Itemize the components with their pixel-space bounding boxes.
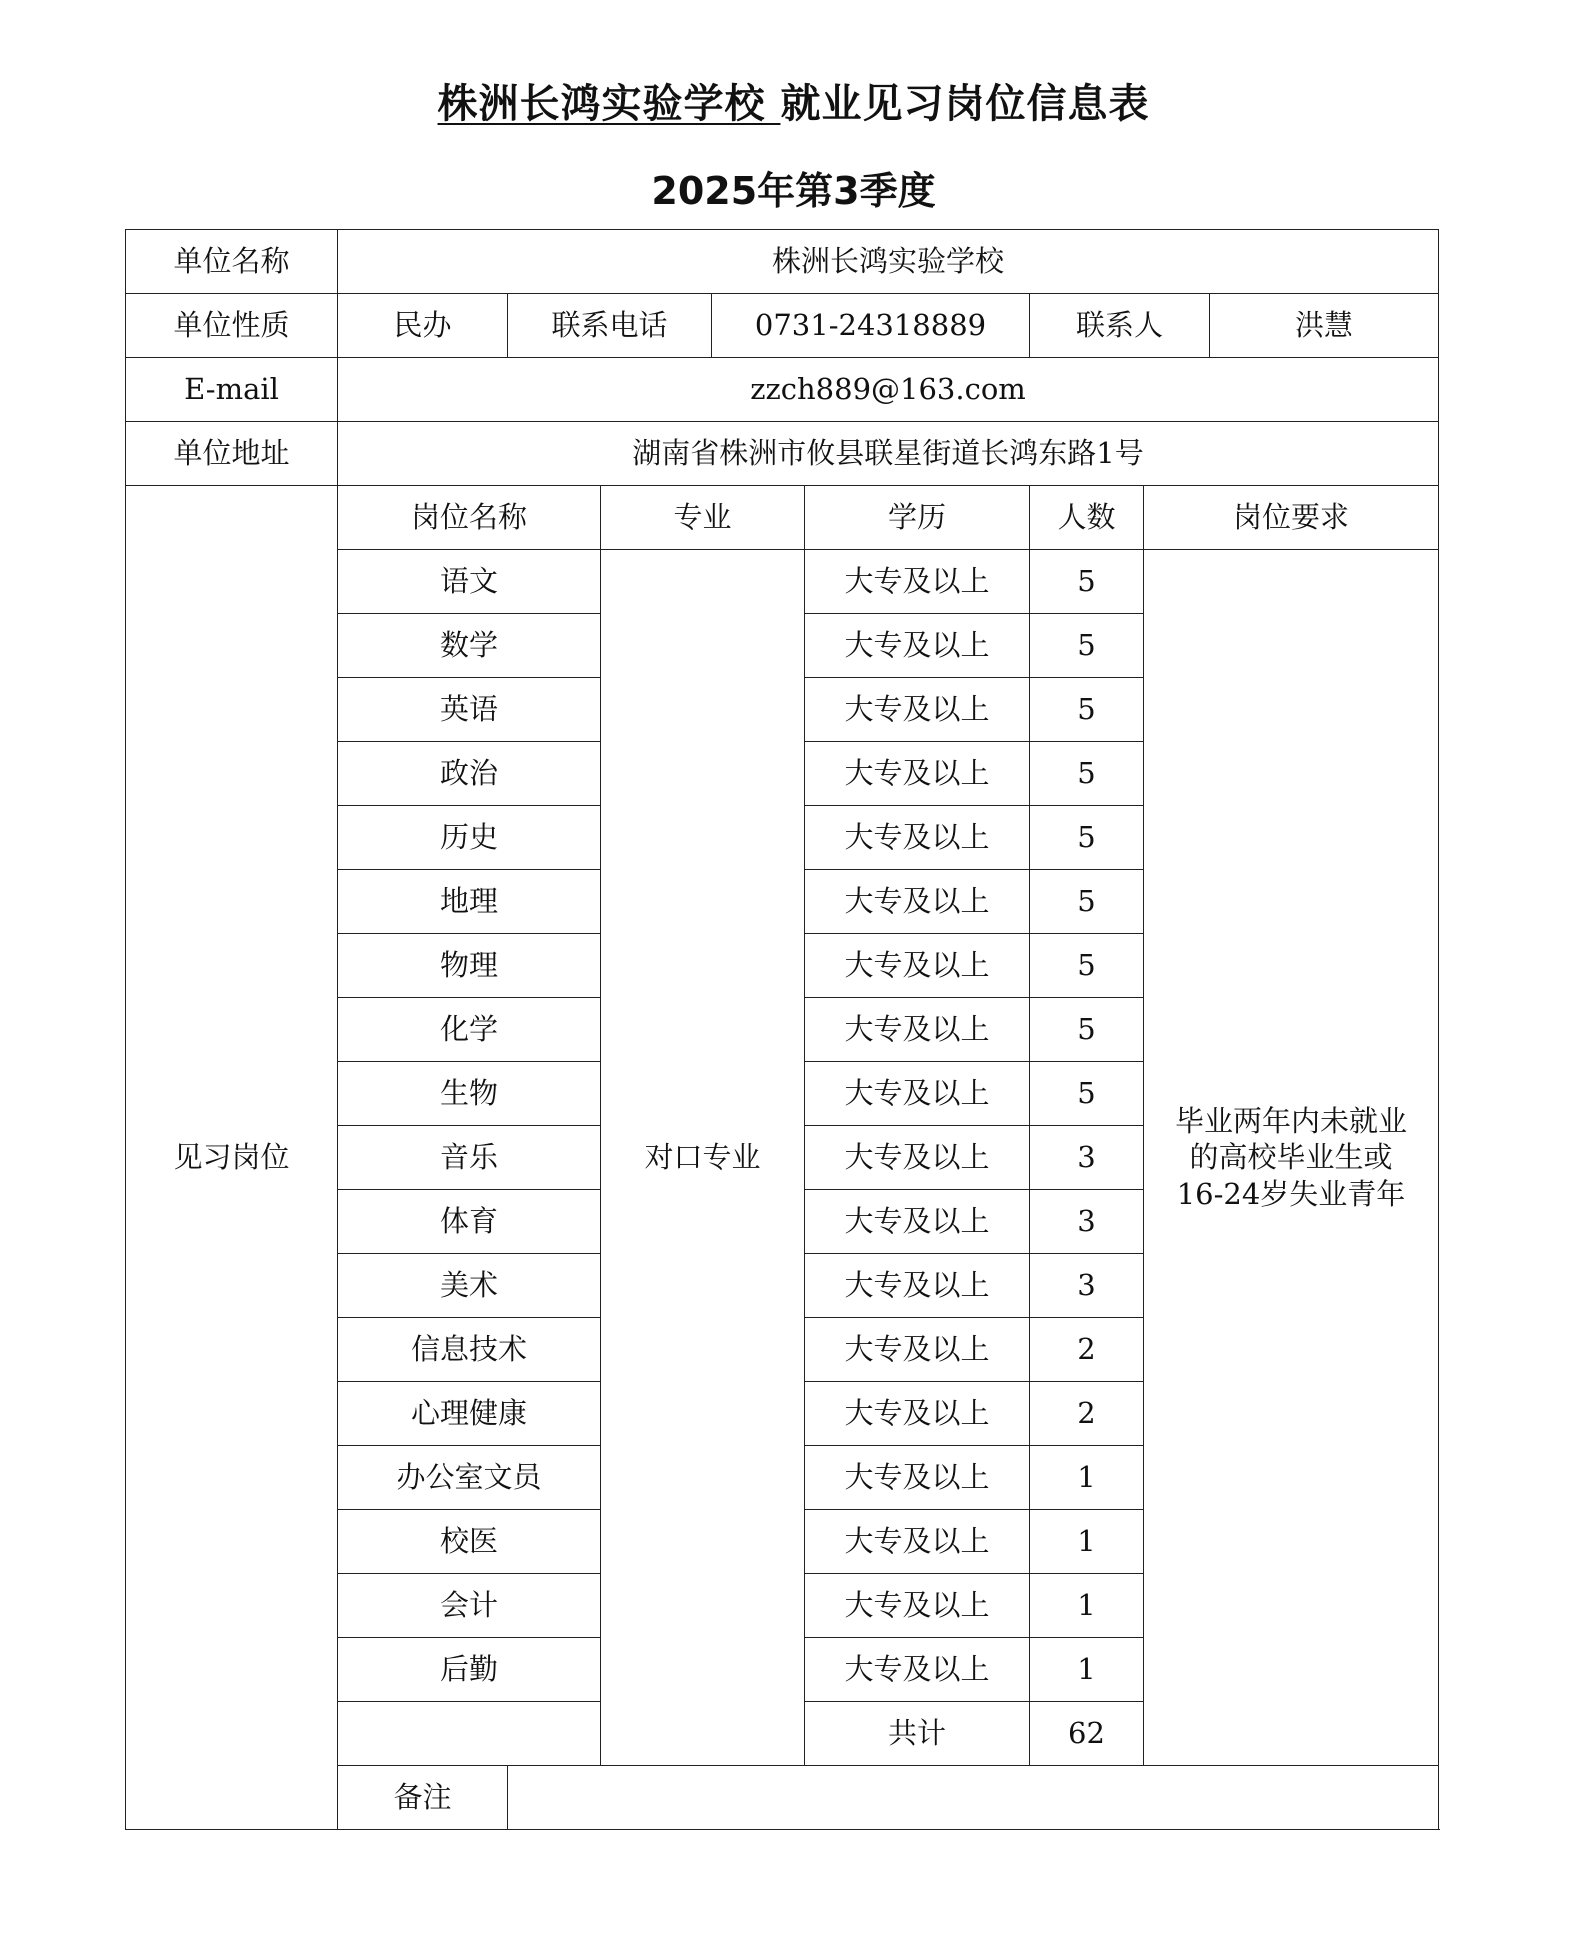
count-value: 2 xyxy=(1030,1318,1144,1382)
unit-name-label: 单位名称 xyxy=(126,230,338,294)
requirement-line: 16-24岁失业青年 xyxy=(1176,1176,1406,1211)
major-value: 对口专业 xyxy=(601,550,805,1766)
header-major: 专业 xyxy=(601,486,805,550)
position-name: 美术 xyxy=(338,1254,601,1318)
count-value: 5 xyxy=(1030,998,1144,1062)
position-name: 数学 xyxy=(338,614,601,678)
position-name: 会计 xyxy=(338,1574,601,1638)
address-label: 单位地址 xyxy=(126,422,338,486)
header-requirement: 岗位要求 xyxy=(1144,486,1439,550)
education-value: 大专及以上 xyxy=(805,1190,1030,1254)
unit-name-row xyxy=(126,230,1439,294)
requirement-line: 的高校毕业生或 xyxy=(1189,1140,1393,1175)
total-value: 62 xyxy=(1030,1702,1144,1766)
count-value: 1 xyxy=(1030,1446,1144,1510)
education-value: 大专及以上 xyxy=(805,1126,1030,1190)
position-name: 化学 xyxy=(338,998,601,1062)
position-name: 办公室文员 xyxy=(338,1446,601,1510)
count-value: 3 xyxy=(1030,1190,1144,1254)
email-row xyxy=(126,358,1439,422)
address-value: 湖南省株洲市攸县联星街道长鸿东路1号 xyxy=(338,422,1439,486)
position-name: 心理健康 xyxy=(338,1382,601,1446)
count-value: 5 xyxy=(1030,870,1144,934)
education-value: 大专及以上 xyxy=(805,550,1030,614)
unit-nature-value: 民办 xyxy=(338,294,508,358)
requirement-line: 毕业两年内未就业 xyxy=(1175,1104,1408,1139)
education-value: 大专及以上 xyxy=(805,1318,1030,1382)
position-name: 后勤 xyxy=(338,1638,601,1702)
title-form-name: 就业见习岗位信息表 xyxy=(780,81,1150,127)
unit-name-value: 株洲长鸿实验学校 xyxy=(338,230,1439,294)
unit-nature-row xyxy=(126,294,1439,358)
position-info-table xyxy=(125,229,1439,1830)
title-school-name: 株洲长鸿实验学校 xyxy=(437,81,781,127)
education-value: 大专及以上 xyxy=(805,1510,1030,1574)
document-title xyxy=(0,72,1587,129)
position-name: 政治 xyxy=(338,742,601,806)
total-label: 共计 xyxy=(805,1702,1030,1766)
remarks-label: 备注 xyxy=(338,1766,508,1830)
email-value: zzch889@163.com xyxy=(338,358,1439,422)
education-value: 大专及以上 xyxy=(805,1638,1030,1702)
contact-value: 洪慧 xyxy=(1210,294,1439,358)
header-position-name: 岗位名称 xyxy=(338,486,601,550)
positions-header-row xyxy=(126,486,1439,550)
header-count: 人数 xyxy=(1030,486,1144,550)
education-value: 大专及以上 xyxy=(805,1062,1030,1126)
email-label: E-mail xyxy=(126,358,338,422)
education-value: 大专及以上 xyxy=(805,806,1030,870)
phone-value: 0731-24318889 xyxy=(712,294,1030,358)
contact-label: 联系人 xyxy=(1030,294,1210,358)
count-value: 5 xyxy=(1030,742,1144,806)
count-value: 5 xyxy=(1030,934,1144,998)
remarks-value xyxy=(508,1766,1439,1830)
position-name: 生物 xyxy=(338,1062,601,1126)
position-name: 语文 xyxy=(338,550,601,614)
unit-nature-label: 单位性质 xyxy=(126,294,338,358)
position-name: 历史 xyxy=(338,806,601,870)
education-value: 大专及以上 xyxy=(805,1574,1030,1638)
education-value: 大专及以上 xyxy=(805,1446,1030,1510)
count-value: 2 xyxy=(1030,1382,1144,1446)
address-row xyxy=(126,422,1439,486)
count-value: 5 xyxy=(1030,614,1144,678)
education-value: 大专及以上 xyxy=(805,934,1030,998)
requirement-value xyxy=(1144,550,1439,1766)
count-value: 5 xyxy=(1030,806,1144,870)
header-education: 学历 xyxy=(805,486,1030,550)
count-value: 1 xyxy=(1030,1574,1144,1638)
education-value: 大专及以上 xyxy=(805,998,1030,1062)
count-value: 5 xyxy=(1030,678,1144,742)
positions-section-label: 见习岗位 xyxy=(126,486,338,1830)
education-value: 大专及以上 xyxy=(805,678,1030,742)
education-value: 大专及以上 xyxy=(805,742,1030,806)
total-empty-cell xyxy=(338,1702,601,1766)
position-name: 地理 xyxy=(338,870,601,934)
count-value: 5 xyxy=(1030,1062,1144,1126)
education-value: 大专及以上 xyxy=(805,870,1030,934)
position-name: 校医 xyxy=(338,1510,601,1574)
count-value: 3 xyxy=(1030,1126,1144,1190)
education-value: 大专及以上 xyxy=(805,1382,1030,1446)
position-name: 物理 xyxy=(338,934,601,998)
position-name: 英语 xyxy=(338,678,601,742)
count-value: 1 xyxy=(1030,1638,1144,1702)
position-name: 音乐 xyxy=(338,1126,601,1190)
phone-label: 联系电话 xyxy=(508,294,712,358)
education-value: 大专及以上 xyxy=(805,1254,1030,1318)
document-subtitle: 2025年第3季度 xyxy=(651,169,936,213)
position-name: 信息技术 xyxy=(338,1318,601,1382)
count-value: 5 xyxy=(1030,550,1144,614)
education-value: 大专及以上 xyxy=(805,614,1030,678)
position-name: 体育 xyxy=(338,1190,601,1254)
count-value: 1 xyxy=(1030,1510,1144,1574)
count-value: 3 xyxy=(1030,1254,1144,1318)
